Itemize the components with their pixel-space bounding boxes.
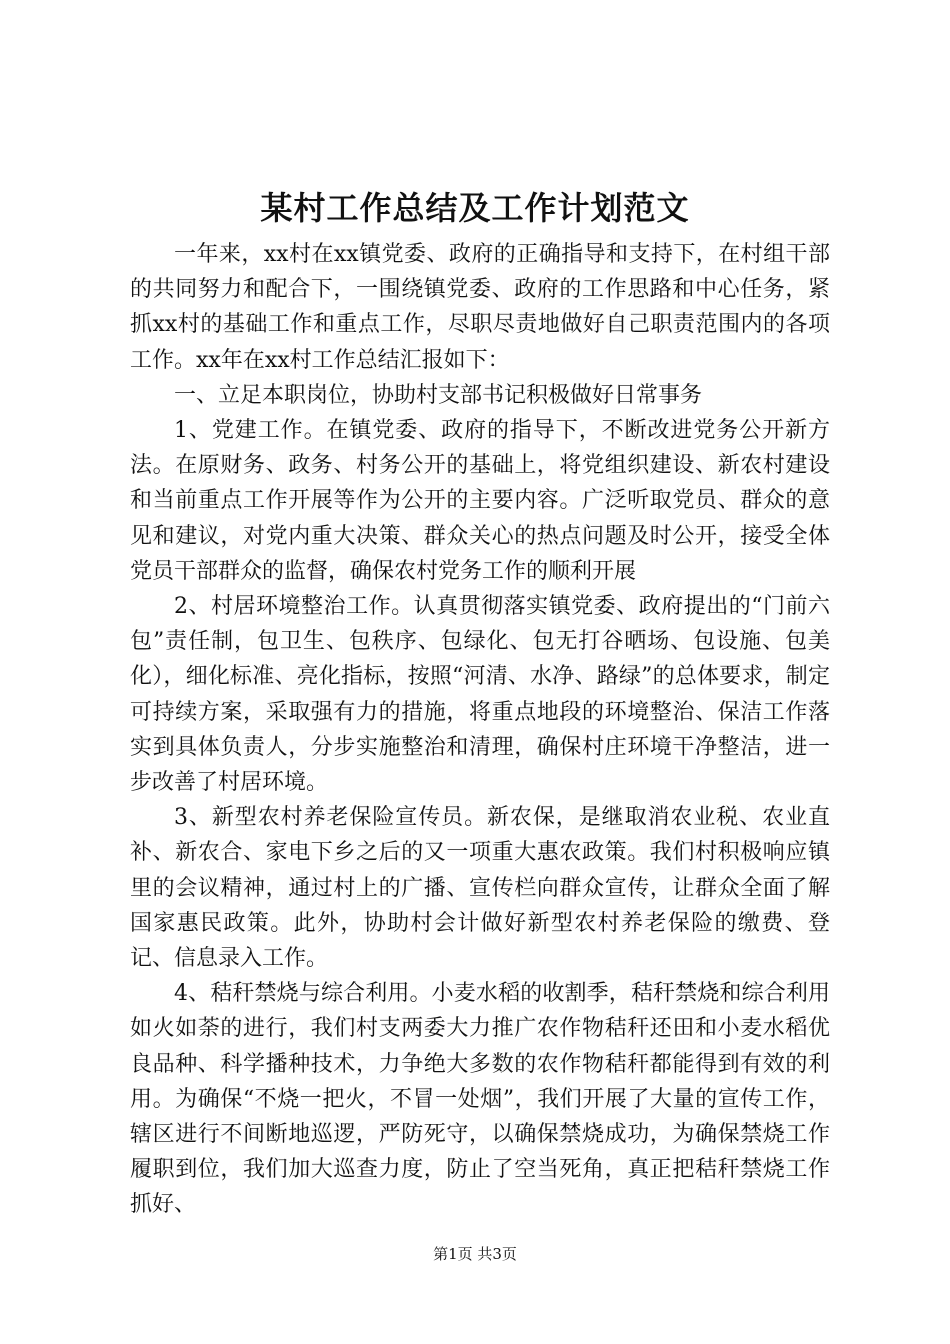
paragraph-intro: 一年来，xx村在xx镇党委、政府的正确指导和支持下，在村组干部的共同努力和配合下，一围绕镇党委、政府的工作思路和中心任务，紧抓xx村的基础工作和重点工作，尽职尽责地做好自己职责范围内的各项工作。xx年在xx村工作总结汇报如下： <box>130 242 830 373</box>
paragraph-straw-burning: 4、秸秆禁烧与综合利用。小麦水稻的收割季，秸秆禁烧和综合利用如火如荼的进行，我们村支两委大力推广农作物秸秆还田和小麦水稻优良品种、科学播种技术，力争绝大多数的农作物秸秆都能得到有效的利用。为确保“不烧一把火，不冒一处烟”，我们开展了大量的宣传工作，辖区进行不间断地巡逻，严防死守，以确保禁烧成功，为确保禁烧工作履职到位，我们加大巡查力度，防止了空当死角，真正把秸秆禁烧工作抓好、 <box>130 981 830 1218</box>
section-heading-1: 一、立足本职岗位，协助村支部书记积极做好日常事务 <box>174 382 703 408</box>
document-title: 某村工作总结及工作计划范文 <box>260 189 690 227</box>
paragraph-pension-insurance: 3、新型农村养老保险宣传员。新农保，是继取消农业税、农业直补、新农合、家电下乡之后的又一项重大惠农政策。我们村积极响应镇里的会议精神，通过村上的广播、宣传栏向群众宣传，让群众全面了解国家惠民政策。此外，协助村会计做好新型农村养老保险的缴费、登记、信息录入工作。 <box>130 805 830 972</box>
paragraph-environment: 2、村居环境整治工作。认真贯彻落实镇党委、政府提出的“门前六包”责任制，包卫生、包秩序、包绿化、包无打谷晒场、包设施、包美化），细化标准、亮化指标，按照“河清、水净、路绿”的总体要求，制定可持续方案，采取强有力的措施，将重点地段的环境整治、保洁工作落实到具体负责人，分步实施整治和清理，确保村庄环境干净整洁，进一步改善了村居环境。 <box>130 594 830 796</box>
document-body <box>130 237 830 1223</box>
page-number-footer: 第1页 共3页 <box>433 1245 517 1263</box>
paragraph-party-building: 1、党建工作。在镇党委、政府的指导下，不断改进党务公开新方法。在原财务、政务、村务公开的基础上，将党组织建设、新农村建设和当前重点工作开展等作为公开的主要内容。广泛听取党员、群众的意见和建议，对党内重大决策、群众关心的热点问题及时公开，接受全体党员干部群众的监督，确保农村党务工作的顺利开展 <box>130 418 830 584</box>
